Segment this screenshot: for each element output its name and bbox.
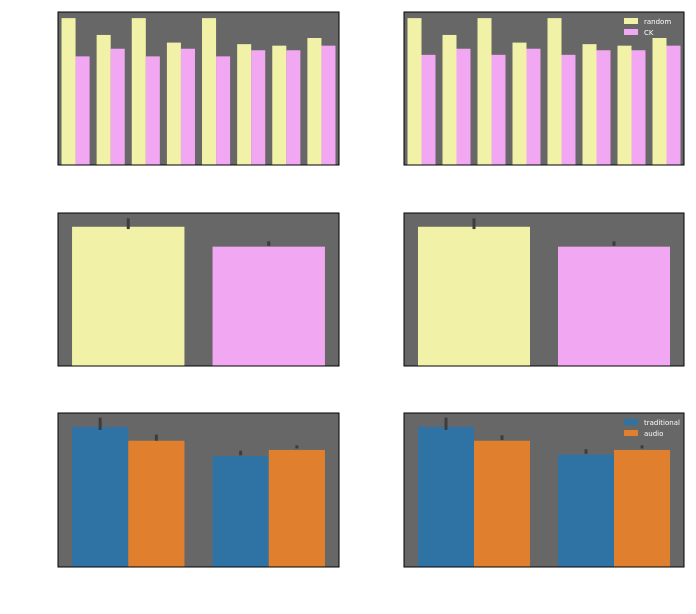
bar-random-4 — [167, 43, 181, 165]
panel-4 — [404, 213, 684, 366]
bar-random-8 — [653, 38, 667, 165]
bar-random-1 — [408, 18, 422, 165]
bar-CK-CK — [213, 247, 325, 366]
bar-random-4 — [513, 43, 527, 165]
legend-swatch-traditional — [624, 419, 638, 425]
bar-random-6 — [583, 44, 597, 165]
panel-3 — [58, 213, 339, 366]
bar-CK-6 — [251, 50, 265, 165]
bar-CK-1 — [76, 56, 90, 165]
bar-random-5 — [548, 18, 562, 165]
bar-CK-3 — [492, 55, 506, 165]
bar-random-7 — [272, 46, 286, 165]
bar-traditional-random — [72, 427, 128, 567]
bar-random-random — [418, 227, 530, 366]
bar-audio-random — [474, 441, 530, 567]
bar-CK-2 — [111, 49, 125, 165]
panel-1 — [58, 12, 339, 165]
bar-audio-random — [128, 441, 184, 567]
bar-CK-8 — [321, 46, 335, 165]
bar-CK-7 — [632, 50, 646, 165]
legend-swatch-random — [624, 18, 638, 24]
legend-label-CK: CK — [644, 29, 654, 37]
bar-CK-5 — [562, 55, 576, 165]
bar-random-1 — [62, 18, 76, 165]
bar-random-8 — [307, 38, 321, 165]
bar-traditional-CK — [558, 455, 614, 567]
legend-label-random: random — [644, 18, 672, 26]
bar-CK-CK — [558, 247, 670, 366]
bar-traditional-random — [418, 427, 474, 567]
bar-random-random — [72, 227, 184, 366]
bar-random-6 — [237, 44, 251, 165]
bar-CK-8 — [667, 46, 681, 165]
panel-6 — [404, 413, 684, 567]
legend-swatch-CK — [624, 29, 638, 35]
bar-random-3 — [132, 18, 146, 165]
bar-CK-7 — [286, 50, 300, 165]
bar-traditional-CK — [213, 456, 269, 567]
bar-random-7 — [618, 46, 632, 165]
bar-random-3 — [478, 18, 492, 165]
panel-2 — [404, 12, 684, 165]
bar-audio-CK — [269, 450, 325, 567]
bar-CK-6 — [597, 50, 611, 165]
bar-CK-3 — [146, 56, 160, 165]
panel-5 — [58, 413, 339, 567]
bar-random-2 — [97, 35, 111, 165]
bar-CK-5 — [216, 56, 230, 165]
bar-CK-1 — [422, 55, 436, 165]
bar-CK-2 — [457, 49, 471, 165]
bar-random-5 — [202, 18, 216, 165]
bar-audio-CK — [614, 450, 670, 567]
bar-CK-4 — [527, 49, 541, 165]
bar-random-2 — [443, 35, 457, 165]
legend-label-traditional: traditional — [644, 419, 680, 427]
legend-label-audio: audio — [644, 430, 664, 438]
legend-swatch-audio — [624, 430, 638, 436]
bar-CK-4 — [181, 49, 195, 165]
